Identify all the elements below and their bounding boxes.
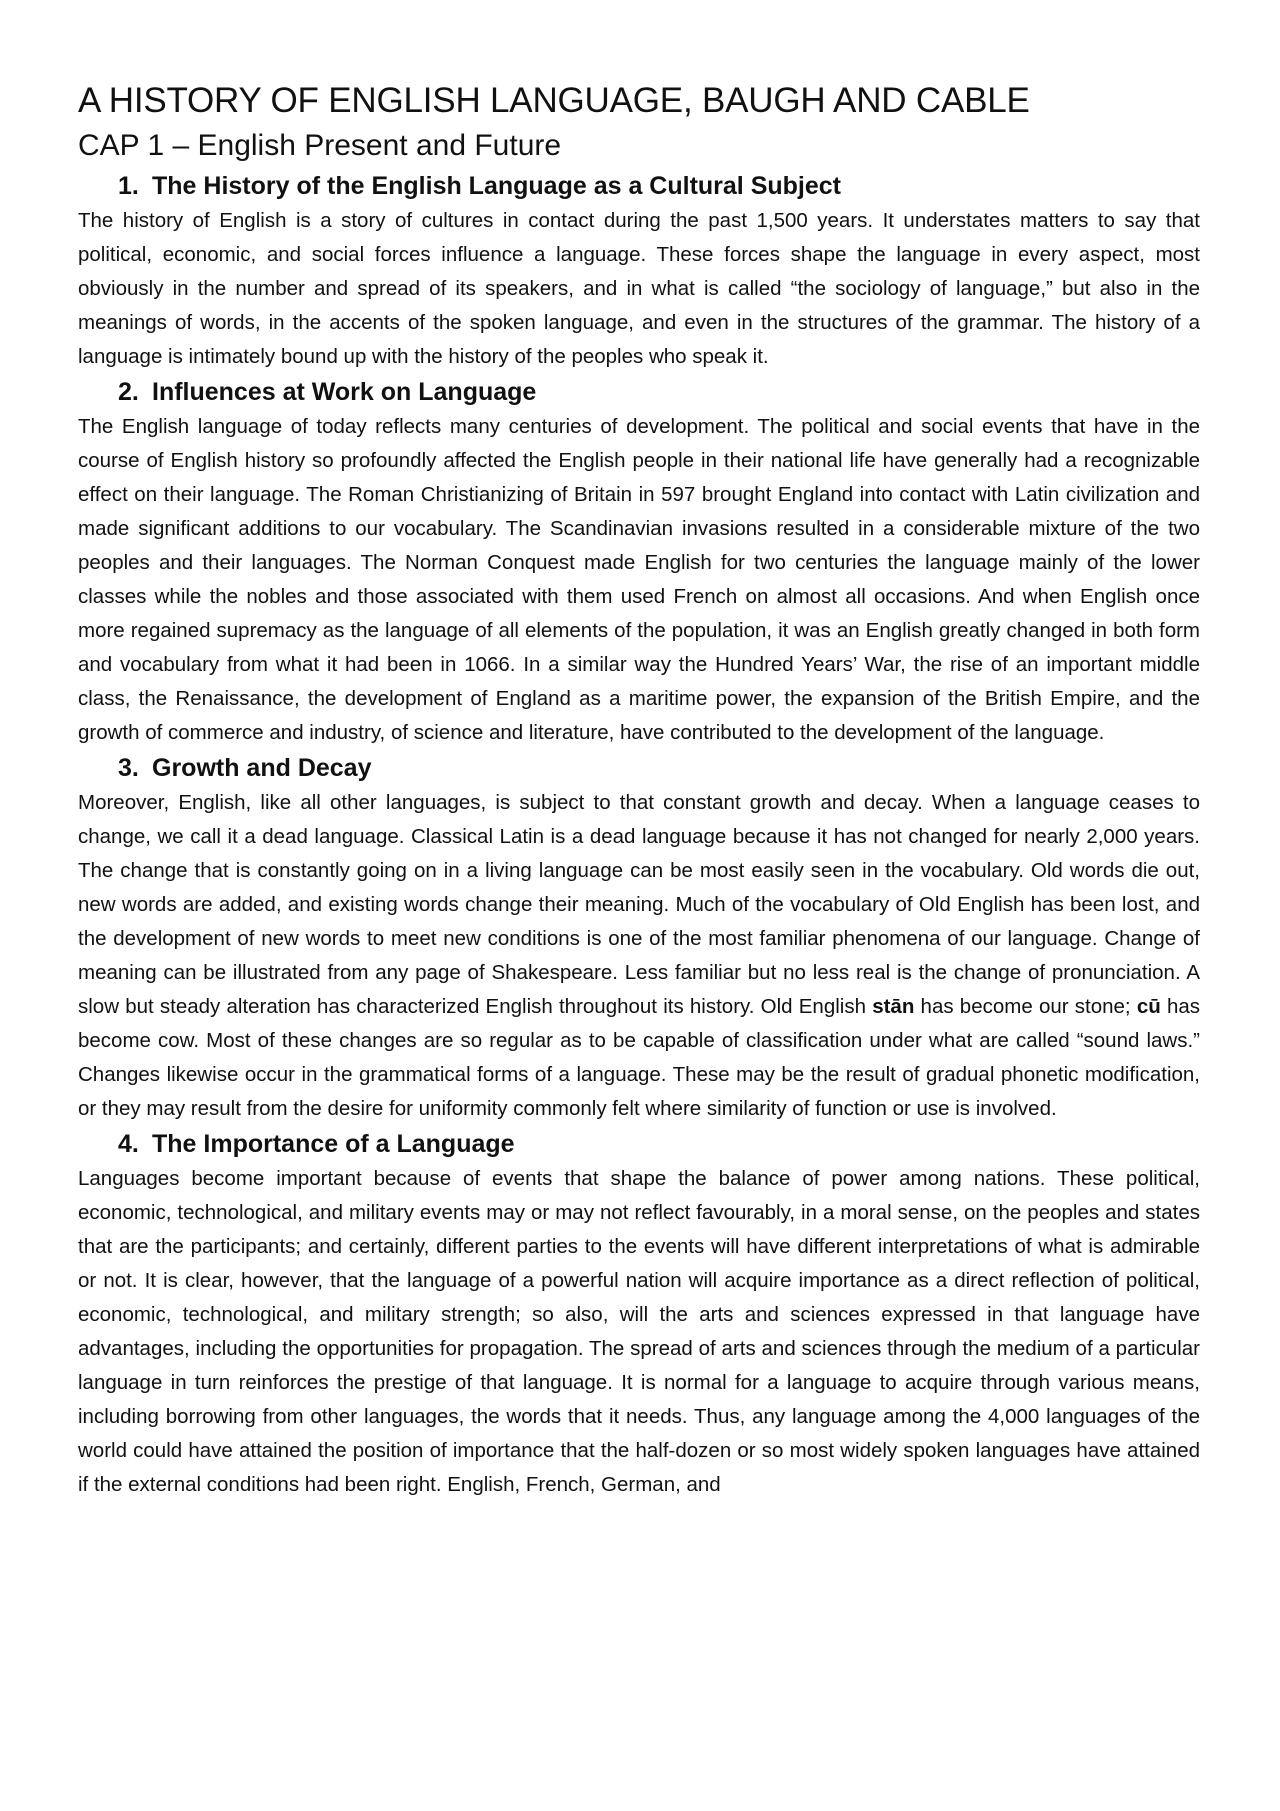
section-number: 1. [118,172,139,200]
paragraph-text: Moreover, English, like all other languages, is subject to that constant growth and decay. When a language ceases to change, we call it a dead language. Classical Latin is a dead language because it has not changed for nearly 2,000 years. The change that is constantly going on in a living language can be most easily seen in the vocabulary. Old words die out, new words are added, and existing words change their meaning. Much of the vocabulary of Old English has been lost, and the development of new words to meet new conditions is one of the most familiar phenomena of our language. Change of meaning can be illustrated from any page of Shakespeare. Less familiar but no less real is the change of pronunciation. A slow but steady alteration has characterized English throughout its history. Old English [78,791,1200,1018]
section-title: Influences at Work on Language [152,378,537,406]
section-heading-4 [78,1126,1200,1162]
section-number: 2. [118,378,139,406]
section-paragraph-4: Languages become important because of events that shape the balance of power among nations. These political, economic, technological, and military events may or may not reflect favourably, in a moral sense, on the peoples and states that are the participants; and certainly, different parties to the events will have different interpretations of what is admirable or not. It is clear, however, that the language of a powerful nation will acquire importance as a direct reflection of political, economic, technological, and military strength; so also, will the arts and sciences expressed in that language have advantages, including the opportunities for propagation. The spread of arts and sciences through the medium of a particular language in turn reinforces the prestige of that language. It is normal for a language to acquire through various means, including borrowing from other languages, the words that it needs. Thus, any language among the 4,000 languages of the world could have attained the position of importance that the half-dozen or so most widely spoken languages have attained if the external conditions had been right. English, French, German, and [78,1167,1200,1496]
old-english-word: cū [1136,995,1161,1018]
old-english-word: stān [872,995,915,1018]
section-title: The History of the English Language as a Cultural Subject [152,172,841,200]
section-heading-3 [78,750,1200,786]
section-paragraph-1: The history of English is a story of cultures in contact during the past 1,500 years. It understates matters to say that political, economic, and social forces influence a language. These forces shape the language in every aspect, most obviously in the number and spread of its speakers, and in what is called “the sociology of language,” but also in the meanings of words, in the accents of the spoken language, and even in the structures of the grammar. The history of a language is intimately bound up with the history of the peoples who speak it. [78,209,1200,368]
section-number: 4. [118,1130,139,1158]
section-number: 3. [118,754,139,782]
document-title: A HISTORY OF ENGLISH LANGUAGE, BAUGH AND CABLE [78,81,1030,120]
paragraph-text: has become cow. Most of these changes are so regular as to be capable of classification under what are called “sound laws.” Changes likewise occur in the grammatical forms of a language. These may be the result of gradual phonetic modification, or they may result from the desire for uniformity commonly felt where similarity of function or use is involved. [78,995,1201,1120]
section-paragraph-2: The English language of today reflects many centuries of development. The political and social events that have in the course of English history so profoundly affected the English people in their national life have generally had a recognizable effect on their language. The Roman Christianizing of Britain in 597 brought England into contact with Latin civilization and made significant additions to our vocabulary. The Scandinavian invasions resulted in a considerable mixture of the two peoples and their languages. The Norman Conquest made English for two centuries the language mainly of the lower classes while the nobles and those associated with them used French on almost all occasions. And when English once more regained supremacy as the language of all elements of the population, it was an English greatly changed in both form and vocabulary from what it had been in 1066. In a similar way the Hundred Years’ War, the rise of an important middle class, the Renaissance, the development of England as a maritime power, the expansion of the British Empire, and the growth of commerce and industry, of science and literature, have contributed to the development of the language. [78,415,1200,744]
section-title: Growth and Decay [152,754,372,782]
section-heading-1 [78,168,1200,204]
page-content [78,78,1200,1502]
section-paragraph-3 [78,786,1200,1126]
paragraph-text: has become our stone; [914,995,1137,1018]
chapter-title: CAP 1 – English Present and Future [78,129,562,162]
section-title: The Importance of a Language [152,1130,515,1158]
section-heading-2 [78,374,1200,410]
